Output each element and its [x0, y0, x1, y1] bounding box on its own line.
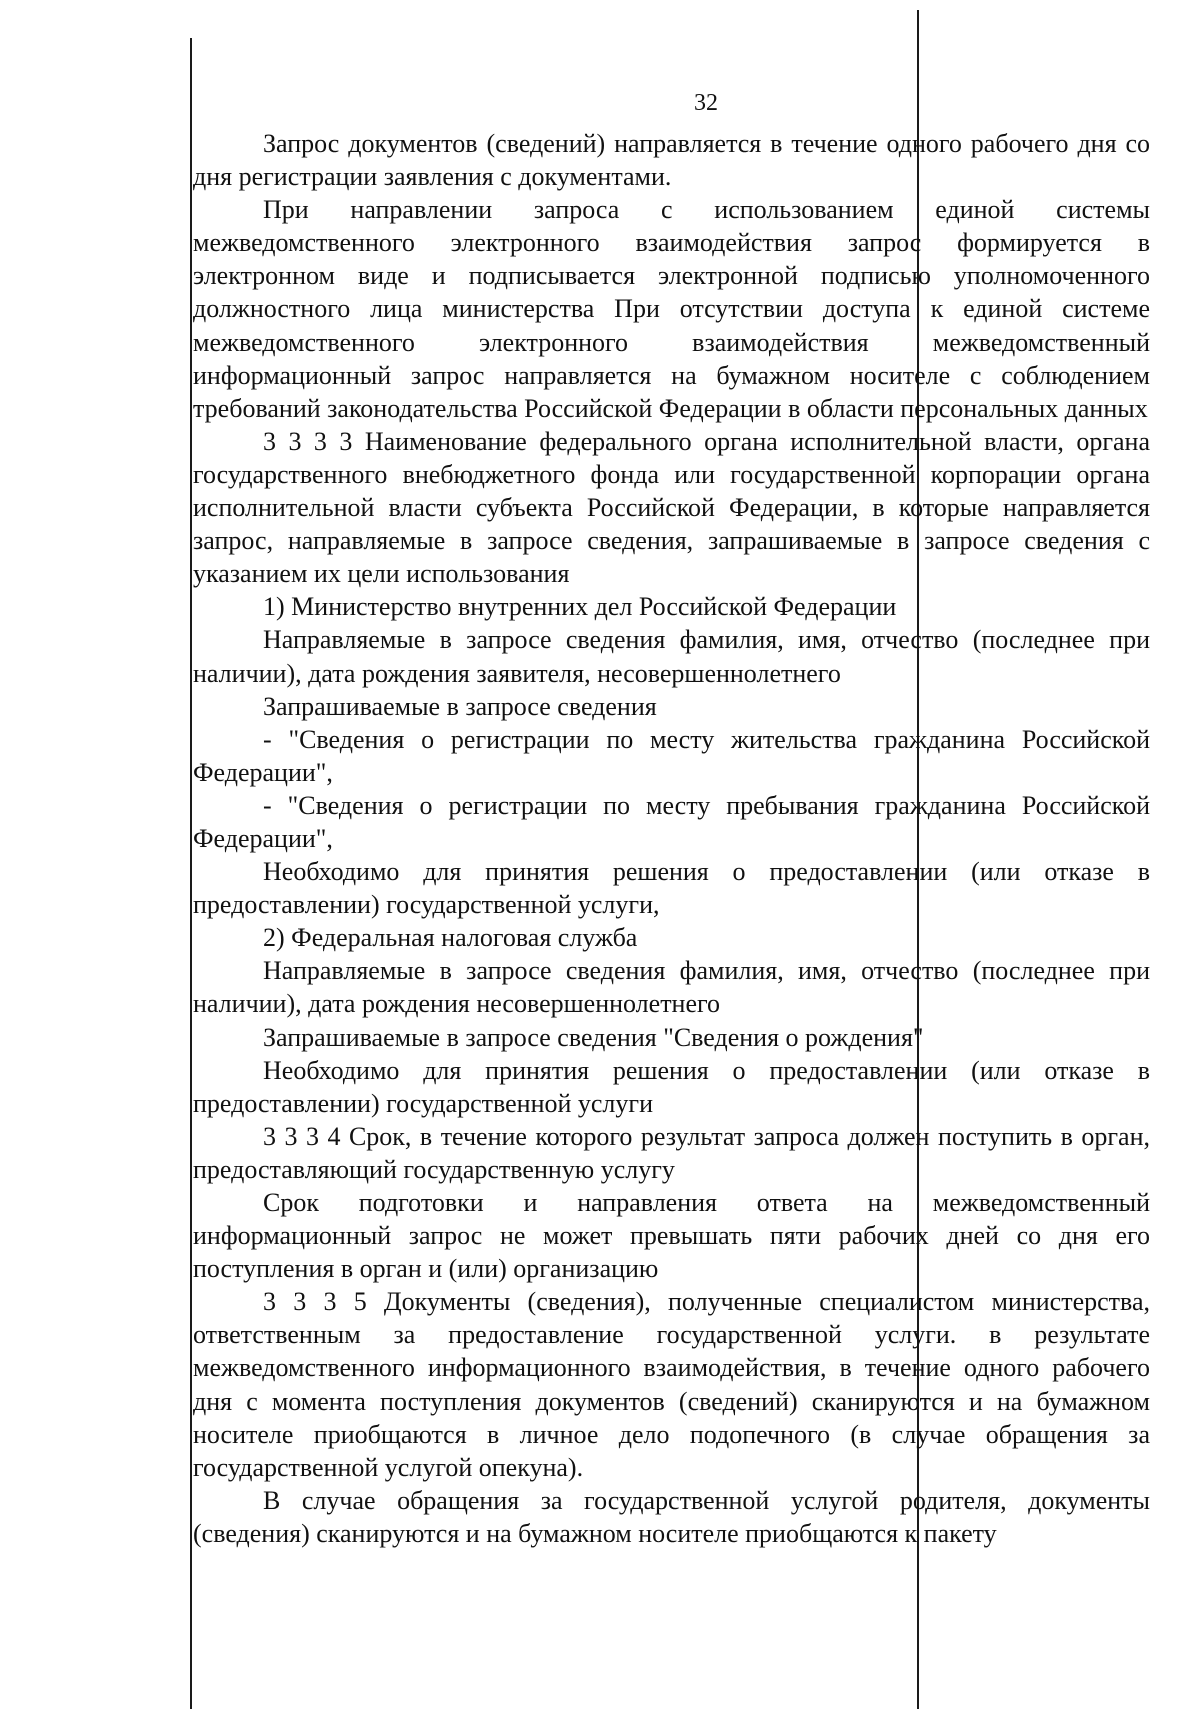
paragraph-mvd-residence: - "Сведения о регистрации по месту жительства гражданина Российской Федерации", [193, 724, 1150, 787]
paragraph-electronic-request: При направлении запроса с использованием единой системы межведомственного электронного взаимодействия запрос формируется в электронном виде и подписывается электронной подписью уполномоченного должностного лица министерства При отсутствии доступа к единой системе межведомственного электронного взаимодействия межведомственный информационный запрос направляется на бумажном носителе с соблюдением требований законодательства Российской Федерации в области персональных данных [193, 195, 1150, 423]
scan-artifact-left-line [190, 38, 192, 1709]
paragraph-3-3-3-3: 3 3 3 3 Наименование федерального органа исполнительной власти, органа государственного внебюджетного фонда или государственной корпорации органа исполнительной власти субъекта Российской Федерации, в которые направляется запрос, направляемые в запросе сведения, запрашиваемые в запросе сведения с указанием их цели использования [193, 426, 1150, 589]
paragraph-mvd-stay: - "Сведения о регистрации по месту пребывания гражданина Российской Федерации", [193, 790, 1150, 853]
paragraph-parent-request: В случае обращения за государственной услугой родителя, документы (сведения) сканируются и на бумажном носителе приобщаются к пакету [193, 1485, 1150, 1548]
document-body [193, 127, 1150, 1550]
paragraph-mvd-sent-data: Направляемые в запросе сведения фамилия, имя, отчество (последнее при наличии), дата рождения заявителя, несовершеннолетнего [193, 625, 1150, 688]
paragraph-fns-purpose: Необходимо для принятия решения о предоставлении (или отказе в предоставлении) государственной услуги [193, 1055, 1150, 1118]
paragraph-fns-sent-data: Направляемые в запросе сведения фамилия, имя, отчество (последнее при наличии), дата рождения несовершеннолетнего [193, 956, 1150, 1019]
paragraph-fns-requested-data: Запрашиваемые в запросе сведения "Сведения о рождения" [263, 1022, 924, 1052]
page-number: 32 [694, 90, 718, 116]
paragraph-mvd-requested-heading: Запрашиваемые в запросе сведения [263, 691, 657, 721]
paragraph-response-deadline: Срок подготовки и направления ответа на межведомственный информационный запрос не может превышать пяти рабочих дней со дня его поступления в орган и (или) организацию [193, 1188, 1150, 1284]
paragraph-3-3-3-5: 3 3 3 5 Документы (сведения), полученные специалистом министерства, ответственным за предоставление государственной услуги. в результате межведомственного информационного взаимодействия, в течение одного рабочего дня с момента поступления документов (сведений) сканируются и на бумажном носителе приобщаются в личное дело подопечного (в случае обращения за государственной услугой опекуна). [193, 1287, 1150, 1482]
paragraph-request-timing: Запрос документов (сведений) направляется в течение одного рабочего дня со дня регистрации заявления с документами. [193, 129, 1150, 192]
paragraph-mvd-purpose: Необходимо для принятия решения о предоставлении (или отказе в предоставлении) государственной услуги, [193, 857, 1150, 920]
paragraph-3-3-3-4: 3 3 3 4 Срок, в течение которого результат запроса должен поступить в орган, предоставляющий государственную услугу [193, 1121, 1150, 1184]
paragraph-mvd: 1) Министерство внутренних дел Российской Федерации [263, 592, 897, 622]
paragraph-fns: 2) Федеральная налоговая служба [263, 923, 638, 953]
